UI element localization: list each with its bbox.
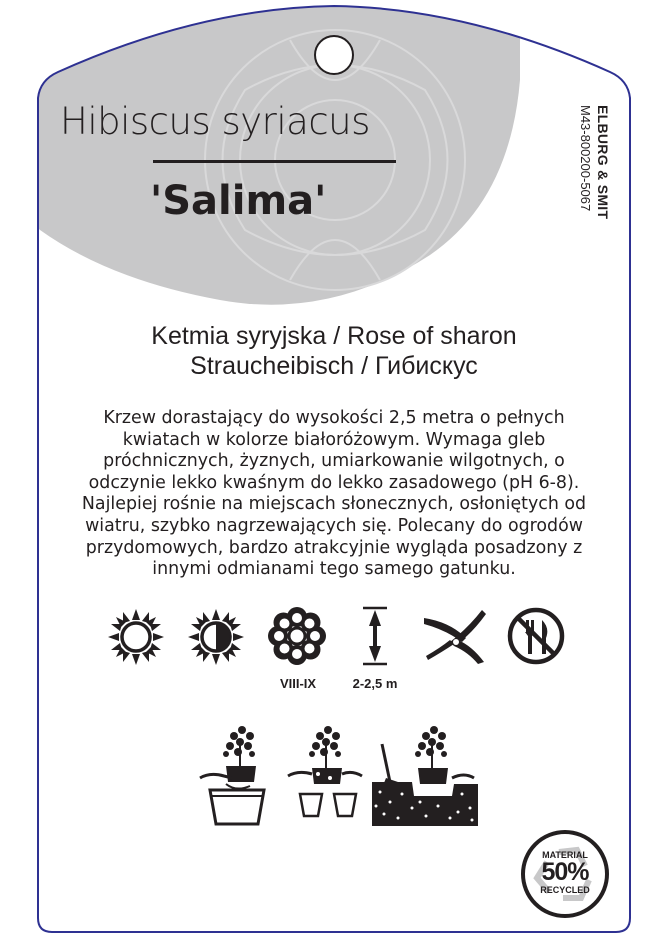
brand-block: [573, 105, 613, 245]
recycle-percent: 50%: [541, 858, 589, 886]
full-sun-icon: [106, 607, 166, 667]
water-pot-icon: [196, 722, 278, 826]
recycled-material-badge: [519, 828, 611, 920]
header-grey-shape: [30, 0, 520, 305]
flower-icon: [266, 605, 328, 667]
pruning-shears-icon: [420, 606, 490, 666]
brand-name: ELBURG & SMIT: [595, 105, 611, 220]
plant-in-soil-icon: [372, 722, 478, 826]
plant-height: 2-2,5 m: [352, 676, 398, 691]
product-code: M43-800200-5067: [578, 105, 593, 212]
latin-name: Hibiscus syriacus: [60, 100, 370, 143]
not-edible-icon: [506, 606, 566, 666]
partial-shade-icon: [186, 607, 246, 667]
height-icon: [360, 606, 390, 666]
common-names-line1: Ketmia syryjska / Rose of sharon: [151, 322, 517, 350]
common-names-line2: Straucheibisch / Гибискус: [190, 352, 478, 380]
cultivar-name: 'Salima': [150, 178, 327, 224]
plant-description: Krzew dorastający do wysokości 2,5 metra o pełnych kwiatach w kolorze białoróżowym. Wymaga gleb próchnicznych, żyznych, umiarkowanie wilgotnych, o odczynie lekko kwaśnym do lekko zasadowego (pH 6-8). Najlepiej rośnie na miejscach słonecznych, osłoniętych od wiatru, szybko nagrzewających się. Polecany do ogrodów przydomowych, bardzo atrakcyjnie wygląda posadzony z innymi odmianami tego samego gatunku.: [81, 408, 587, 580]
hang-hole: [315, 36, 353, 74]
recycle-material-label: MATERIAL: [542, 850, 588, 860]
title-divider: [153, 160, 396, 163]
remove-pot-icon: [286, 722, 368, 826]
recycle-recycled-label: RECYCLED: [540, 885, 590, 895]
flowering-period: VIII-IX: [279, 676, 317, 691]
